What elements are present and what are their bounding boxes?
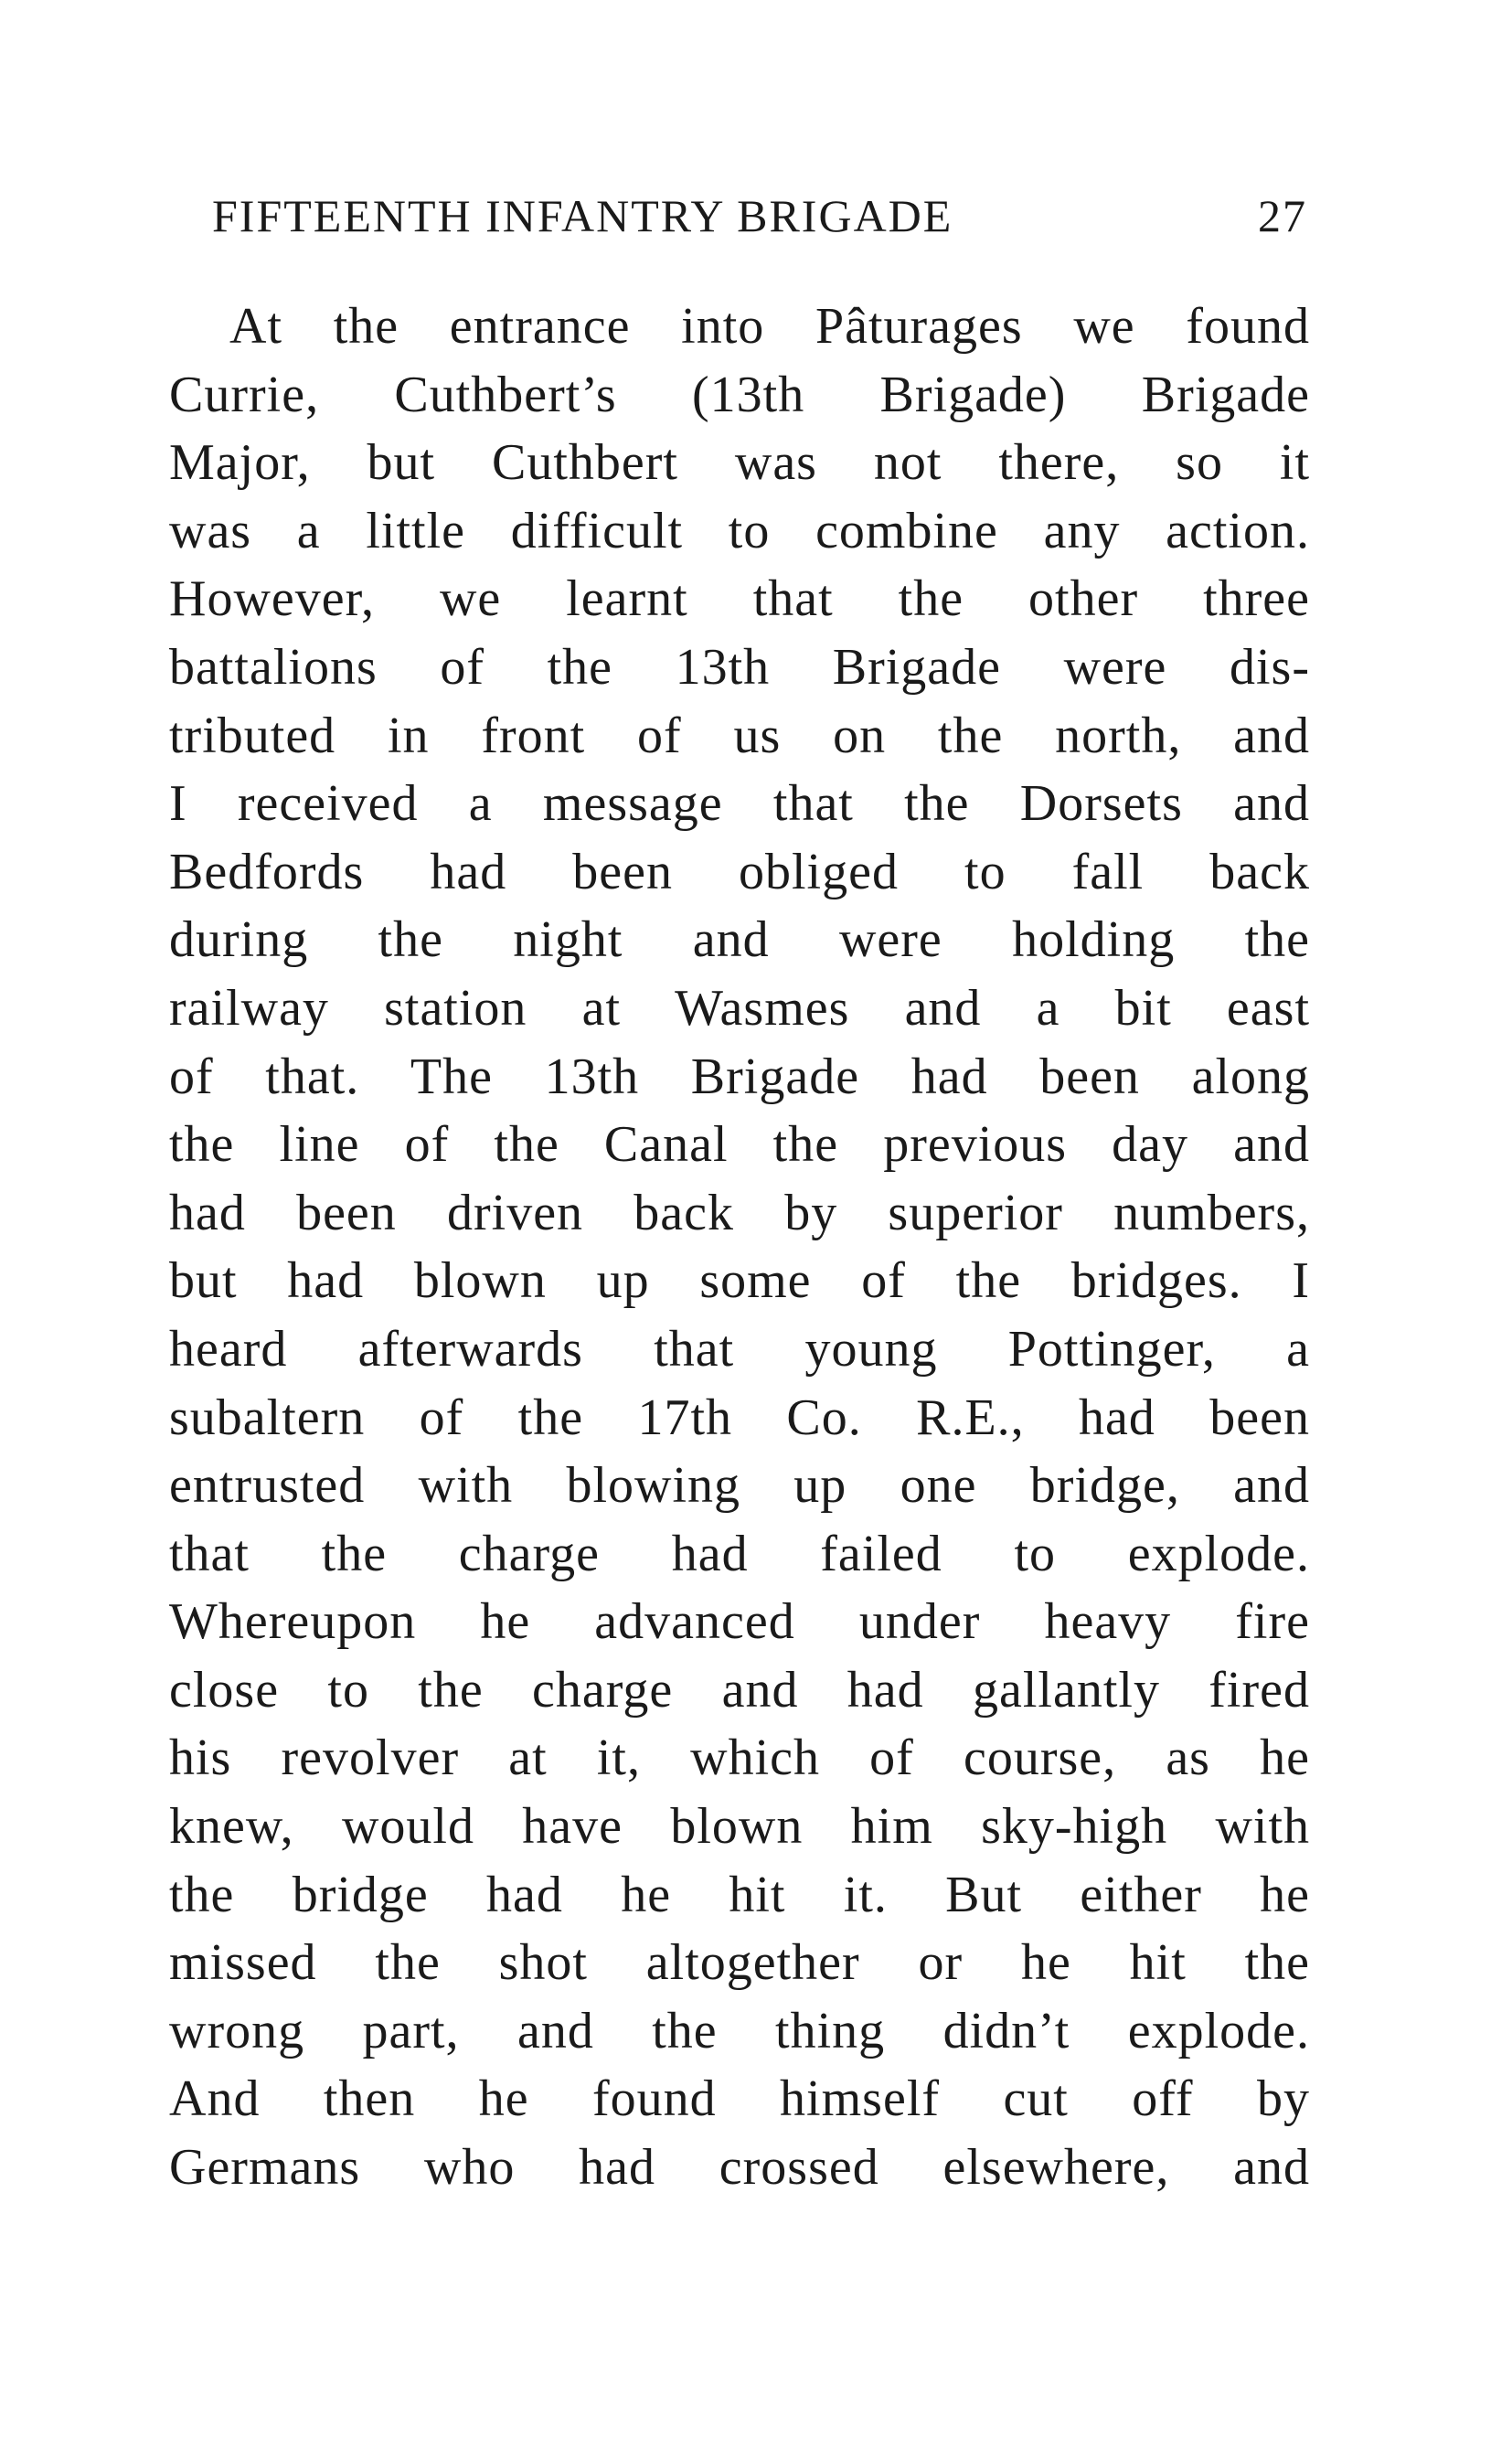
text-line: Major, but Cuthbert was not there, so it: [169, 434, 1310, 492]
text-line: wrong part, and the thing didn’t explode.: [169, 2002, 1310, 2059]
text-line: And then he found himself cut off by: [169, 2070, 1310, 2128]
text-line: At the entrance into Pâturages we found: [229, 298, 1310, 355]
text-line: entrusted with blowing up one bridge, and: [169, 1457, 1310, 1515]
text-line: However, we learnt that the other three: [169, 570, 1310, 628]
text-line: was a little difficult to combine any action.: [169, 502, 1310, 559]
page-number: 27: [1258, 190, 1307, 241]
text-line: heard afterwards that young Pottinger, a: [169, 1320, 1310, 1378]
text-line: his revolver at it, which of course, as he: [169, 1729, 1310, 1787]
text-line: the line of the Canal the previous day and: [169, 1116, 1310, 1174]
text-line: of that. The 13th Brigade had been along: [169, 1048, 1310, 1105]
text-line: that the charge had failed to explode.: [169, 1525, 1310, 1582]
text-line: Whereupon he advanced under heavy fire: [169, 1593, 1310, 1651]
text-line: the bridge had he hit it. But either he: [169, 1866, 1310, 1923]
body-text: [169, 293, 1310, 2202]
text-line: railway station at Wasmes and a bit east: [169, 979, 1310, 1037]
text-line: Bedfords had been obliged to fall back: [169, 843, 1310, 900]
text-line: tributed in front of us on the north, and: [169, 707, 1310, 764]
text-line: subaltern of the 17th Co. R.E., had been: [169, 1389, 1310, 1446]
text-line: Currie, Cuthbert’s (13th Brigade) Brigade: [169, 366, 1310, 423]
text-line: I received a message that the Dorsets and: [169, 775, 1310, 833]
text-line: Germans who had crossed elsewhere, and: [169, 2139, 1310, 2197]
running-head: [212, 179, 1307, 252]
text-line: close to the charge and had gallantly fired: [169, 1661, 1310, 1719]
running-head-title: FIFTEENTH INFANTRY BRIGADE: [212, 190, 953, 241]
text-line: had been driven back by superior numbers,: [169, 1184, 1310, 1241]
text-line: but had blown up some of the bridges. I: [169, 1252, 1310, 1310]
text-line: knew, would have blown him sky-high with: [169, 1798, 1310, 1856]
text-line: during the night and were holding the: [169, 911, 1310, 969]
text-line: missed the shot altogether or he hit the: [169, 1934, 1310, 1992]
text-line: battalions of the 13th Brigade were dis-: [169, 638, 1310, 696]
